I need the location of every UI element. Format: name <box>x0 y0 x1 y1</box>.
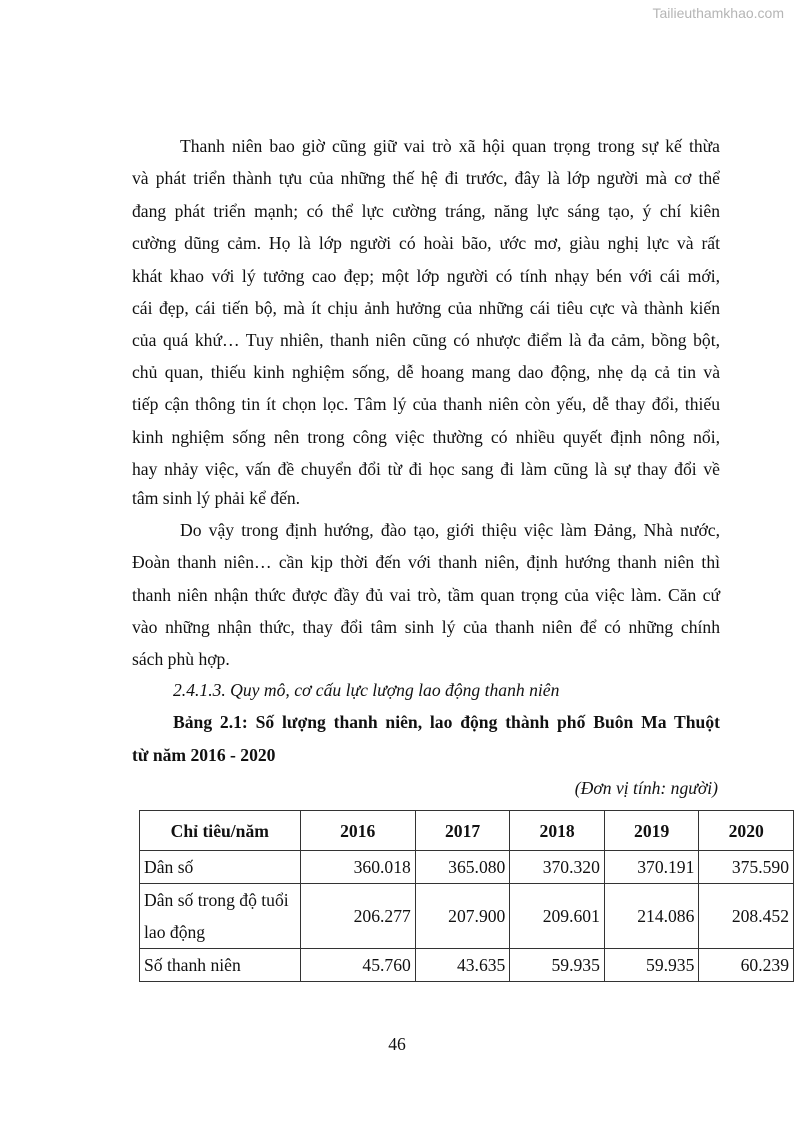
table-cell: 43.635 <box>415 949 510 982</box>
table-cell: Số thanh niên <box>140 949 301 982</box>
text-line: hay nhảy việc, vấn đề chuyển đổi từ đi học sang đi làm cũng là sự thay đổi về <box>132 459 720 479</box>
table-cell: 360.018 <box>300 851 415 884</box>
table-cell: 59.935 <box>604 949 699 982</box>
table-row <box>140 851 794 884</box>
table-header: 2019 <box>604 811 699 851</box>
table-cell: 208.452 <box>699 884 794 949</box>
table-header: Chỉ tiêu/năm <box>140 811 301 851</box>
table-row <box>140 949 794 982</box>
table-cell: 60.239 <box>699 949 794 982</box>
table-cell: 370.191 <box>604 851 699 884</box>
table-caption-line2: từ năm 2016 - 2020 <box>132 745 276 765</box>
text-line: khát khao với lý tưởng cao đẹp; một lớp người có tính nhạy bén với cái mới, <box>132 266 720 286</box>
population-table <box>139 810 794 982</box>
table-header: 2016 <box>300 811 415 851</box>
text-line: thanh niên nhận thức được đầy đủ vai trò, tầm quan trọng của việc làm. Căn cứ <box>132 585 720 605</box>
table-cell: Dân số <box>140 851 301 884</box>
text-line: cái đẹp, cái tiến bộ, mà ít chịu ảnh hưởng của những cái tiêu cực và thành kiến <box>132 298 720 318</box>
table-row <box>140 884 794 949</box>
table-cell: 365.080 <box>415 851 510 884</box>
table-cell: 209.601 <box>510 884 605 949</box>
table-cell: 370.320 <box>510 851 605 884</box>
table-cell: Dân số trong độ tuổi lao động <box>140 884 301 949</box>
unit-note: (Đơn vị tính: người) <box>574 778 718 798</box>
table-header: 2018 <box>510 811 605 851</box>
watermark: Tailieuthamkhao.com <box>652 5 784 21</box>
text-line: và phát triển thành tựu của những thế hệ đi trước, đây là lớp người mà cơ thể <box>132 168 720 188</box>
text-line: Đoàn thanh niên… cần kịp thời đến với thanh niên, định hướng thanh niên thì <box>132 552 720 572</box>
text-line: vào những nhận thức, thay đổi tâm sinh lý của thanh niên để có những chính <box>132 617 720 637</box>
table-header: 2020 <box>699 811 794 851</box>
table-cell: 375.590 <box>699 851 794 884</box>
text-line: chủ quan, thiếu kinh nghiệm sống, dễ hoang mang dao động, nhẹ dạ cả tin và <box>132 362 720 382</box>
section-heading: 2.4.1.3. Quy mô, cơ cấu lực lượng lao động thanh niên <box>173 680 560 700</box>
table-cell: 206.277 <box>300 884 415 949</box>
table-header-row <box>140 811 794 851</box>
table-cell: 214.086 <box>604 884 699 949</box>
text-line: Do vậy trong định hướng, đào tạo, giới thiệu việc làm Đảng, Nhà nước, <box>180 520 720 540</box>
text-line: của quá khứ… Tuy nhiên, thanh niên cũng có nhược điểm là đa cảm, bồng bột, <box>132 330 720 350</box>
text-line: đang phát triển mạnh; có thể lực cường tráng, năng lực sáng tạo, ý chí kiên <box>132 201 720 221</box>
text-line: kinh nghiệm sống nên trong công việc thường có nhiều quyết định nông nổi, <box>132 427 720 447</box>
table-cell: 207.900 <box>415 884 510 949</box>
text-line: sách phù hợp. <box>132 649 230 669</box>
text-line: cường dũng cảm. Họ là lớp người có hoài bão, ước mơ, giàu nghị lực và rất <box>132 233 720 253</box>
table-header: 2017 <box>415 811 510 851</box>
table-caption: Bảng 2.1: Số lượng thanh niên, lao động thành phố Buôn Ma Thuột <box>173 712 720 732</box>
table-cell: 59.935 <box>510 949 605 982</box>
text-line: tiếp cận thông tin ít chọn lọc. Tâm lý của thanh niên còn yếu, dễ thay đổi, thiếu <box>132 394 720 414</box>
text-line: Thanh niên bao giờ cũng giữ vai trò xã hội quan trọng trong sự kế thừa <box>180 136 720 156</box>
page-number: 46 <box>388 1034 406 1054</box>
table-cell: 45.760 <box>300 949 415 982</box>
text-line: tâm sinh lý phải kể đến. <box>132 488 301 508</box>
